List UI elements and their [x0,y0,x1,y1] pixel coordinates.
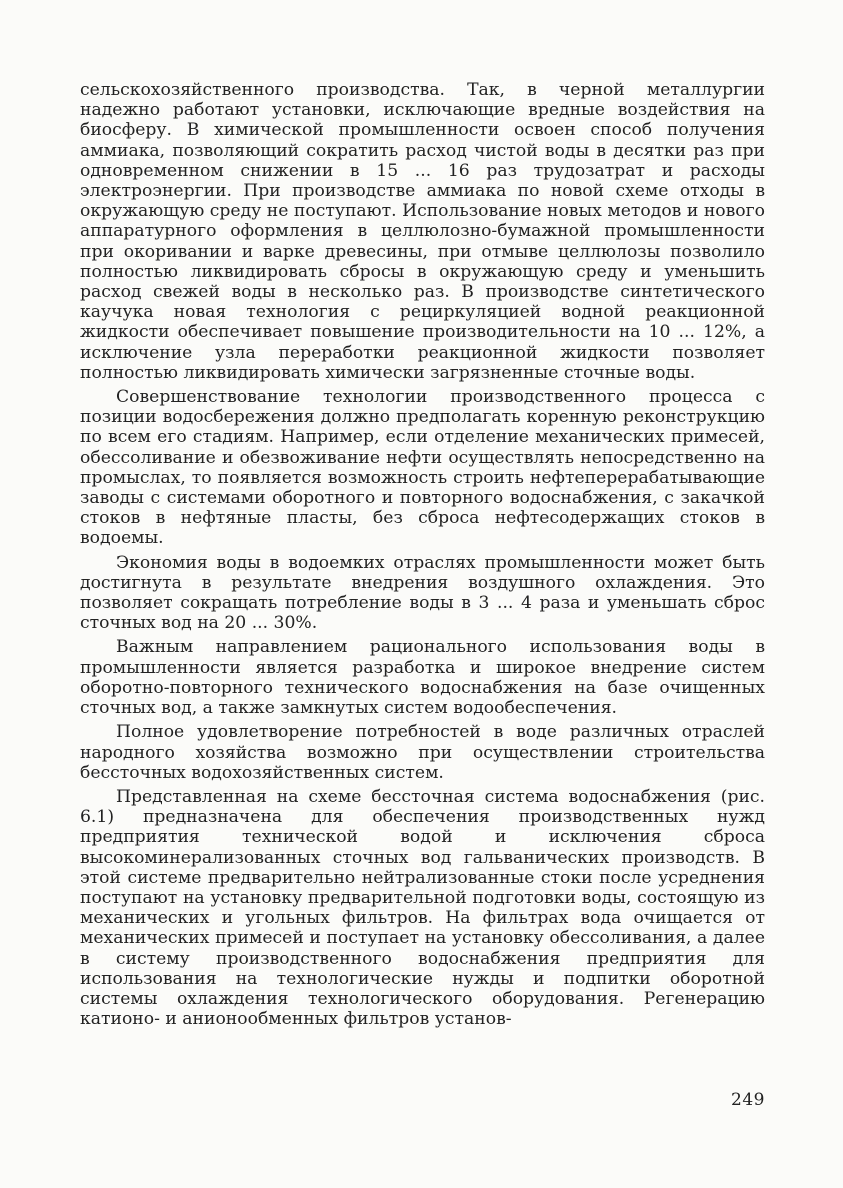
paragraph-3: Экономия воды в водоемких отраслях промышленности может быть достигнута в результате внедрения воздушного охлаждения. Это позволяет сокращать потребление воды в 3 ... 4 раза и уменьшать сброс сточных вод на 20 ... 30%. [80,552,765,634]
paragraph-5: Полное удовлетворение потребностей в воде различных отраслей народного хозяйства возможно при осуществлении строительства бессточных водохозяйственных систем. [80,722,765,783]
paragraph-1: сельскохозяйственного производства. Так, в черной металлургии надежно работают установки, исключающие вредные воздействия на биосферу. В химической промышленности освоен способ получения аммиака, позволяющий сократить расход чистой воды в десятки раз при одновременном снижении в 15 ... 16 раз трудозатрат и расходы электроэнергии. При производстве аммиака по новой схеме отходы в окружающую среду не поступают. Использование новых методов и нового аппаратурного оформления в целлюлозно-бумажной промышленности при окоривании и варке древесины, при отмыве целлюлозы позволило полностью ликвидировать сбросы в окружающую среду и уменьшить расход свежей воды в несколько раз. В производстве синтетического каучука новая технология с рециркуляцией водной реакционной жидкости обеспечивает повышение производительности на 10 ... 12%, а исключение узла переработки реакционной жидкости позволяет полностью ликвидировать химически загрязненные сточные воды. [80,80,765,383]
paragraph-4: Важным направлением рационального использования воды в промышленности является разработка и широкое внедрение систем оборотно-повторного технического водоснабжения на базе очищенных сточных вод, а также замкнутых систем водообеспечения. [80,637,765,719]
page-number: 249 [731,1090,765,1110]
document-page [80,80,765,1170]
paragraph-6: Представленная на схеме бессточная система водоснабжения (рис. 6.1) предназначена для обеспечения производственных нужд предприятия технической водой и исключения сброса высокоминерализованных сточных вод гальванических производств. В этой системе предварительно нейтрализованные стоки после усреднения поступают на установку предварительной подготовки воды, состоящую из механических и угольных фильтров. На фильтрах вода очищается от механических примесей и поступает на установку обессоливания, а далее в систему производственного водоснабжения предприятия для использования на технологические нужды и подпитки оборотной системы охлаждения технологического оборудования. Регенерацию катионо- и анионообменных фильтров установ- [80,786,765,1030]
body-text [80,80,765,1029]
paragraph-2: Совершенствование технологии производственного процесса с позиции водосбережения должно предполагать коренную реконструкцию по всем его стадиям. Например, если отделение механических примесей, обессоливание и обезвоживание нефти осуществлять непосредственно на промыслах, то появляется возможность строить нефтеперерабатывающие заводы с системами оборотного и повторного водоснабжения, с закачкой стоков в нефтяные пласты, без сброса нефтесодержащих стоков в водоемы. [80,387,765,549]
